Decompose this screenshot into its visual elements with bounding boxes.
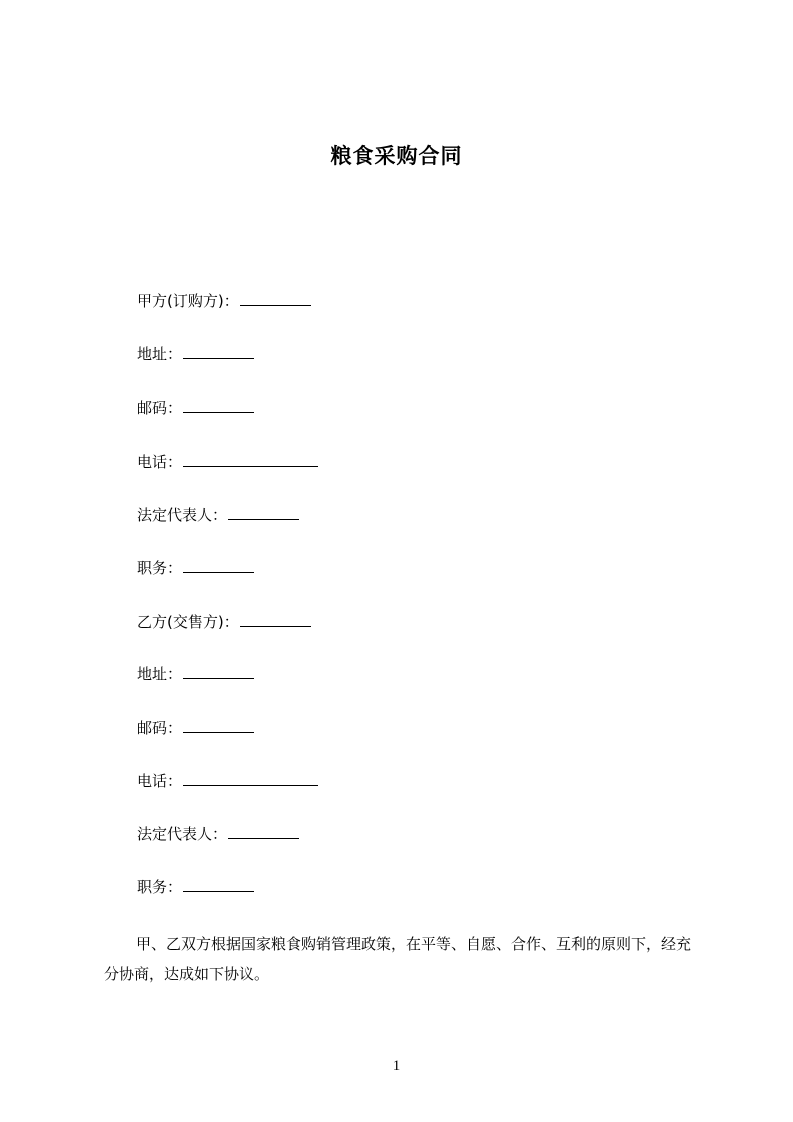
party-a-phone-line <box>137 452 318 472</box>
party-a-representative-label: 法定代表人： <box>137 506 228 524</box>
party-b-name-blank[interactable] <box>240 612 311 627</box>
party-a-address-blank[interactable] <box>183 344 254 359</box>
party-a-name-label: 甲方(订购方)： <box>137 292 239 310</box>
party-a-postcode-blank[interactable] <box>183 398 254 413</box>
party-a-representative-blank[interactable] <box>228 505 299 520</box>
party-b-phone-label: 电话： <box>137 772 183 790</box>
party-b-position-line <box>137 877 254 897</box>
party-a-phone-blank[interactable] <box>183 452 318 467</box>
page-number: 1 <box>392 1058 401 1074</box>
party-b-position-blank[interactable] <box>183 877 254 892</box>
party-b-postcode-label: 邮码： <box>137 719 183 737</box>
party-b-address-blank[interactable] <box>183 664 254 679</box>
party-b-name-label: 乙方(交售方)： <box>137 613 239 631</box>
party-b-address-label: 地址： <box>137 665 183 683</box>
party-a-postcode-label: 邮码： <box>137 399 183 417</box>
party-a-position-blank[interactable] <box>183 558 254 573</box>
party-a-position-line <box>137 558 254 578</box>
party-b-postcode-line <box>137 718 254 738</box>
party-b-representative-line <box>137 824 299 844</box>
party-a-phone-label: 电话： <box>137 453 183 471</box>
party-a-name-blank[interactable] <box>240 291 311 306</box>
party-a-address-label: 地址： <box>137 345 183 363</box>
party-b-name-line <box>137 612 311 632</box>
party-b-representative-blank[interactable] <box>228 824 299 839</box>
party-b-postcode-blank[interactable] <box>183 718 254 733</box>
party-a-representative-line <box>137 505 299 525</box>
party-b-position-label: 职务： <box>137 878 183 896</box>
party-b-phone-blank[interactable] <box>183 771 318 786</box>
party-b-address-line <box>137 664 254 684</box>
party-a-position-label: 职务： <box>137 559 183 577</box>
agreement-paragraph: 甲、乙双方根据国家粮食购销管理政策，在平等、自愿、合作、互利的原则下，经充分协商，达成如下协议。 <box>104 935 692 983</box>
party-a-postcode-line <box>137 398 254 418</box>
party-a-name-line <box>137 291 311 311</box>
party-b-phone-line <box>137 771 318 791</box>
document-title: 粮食采购合同 <box>330 144 463 168</box>
party-a-address-line <box>137 344 254 364</box>
party-b-representative-label: 法定代表人： <box>137 825 228 843</box>
